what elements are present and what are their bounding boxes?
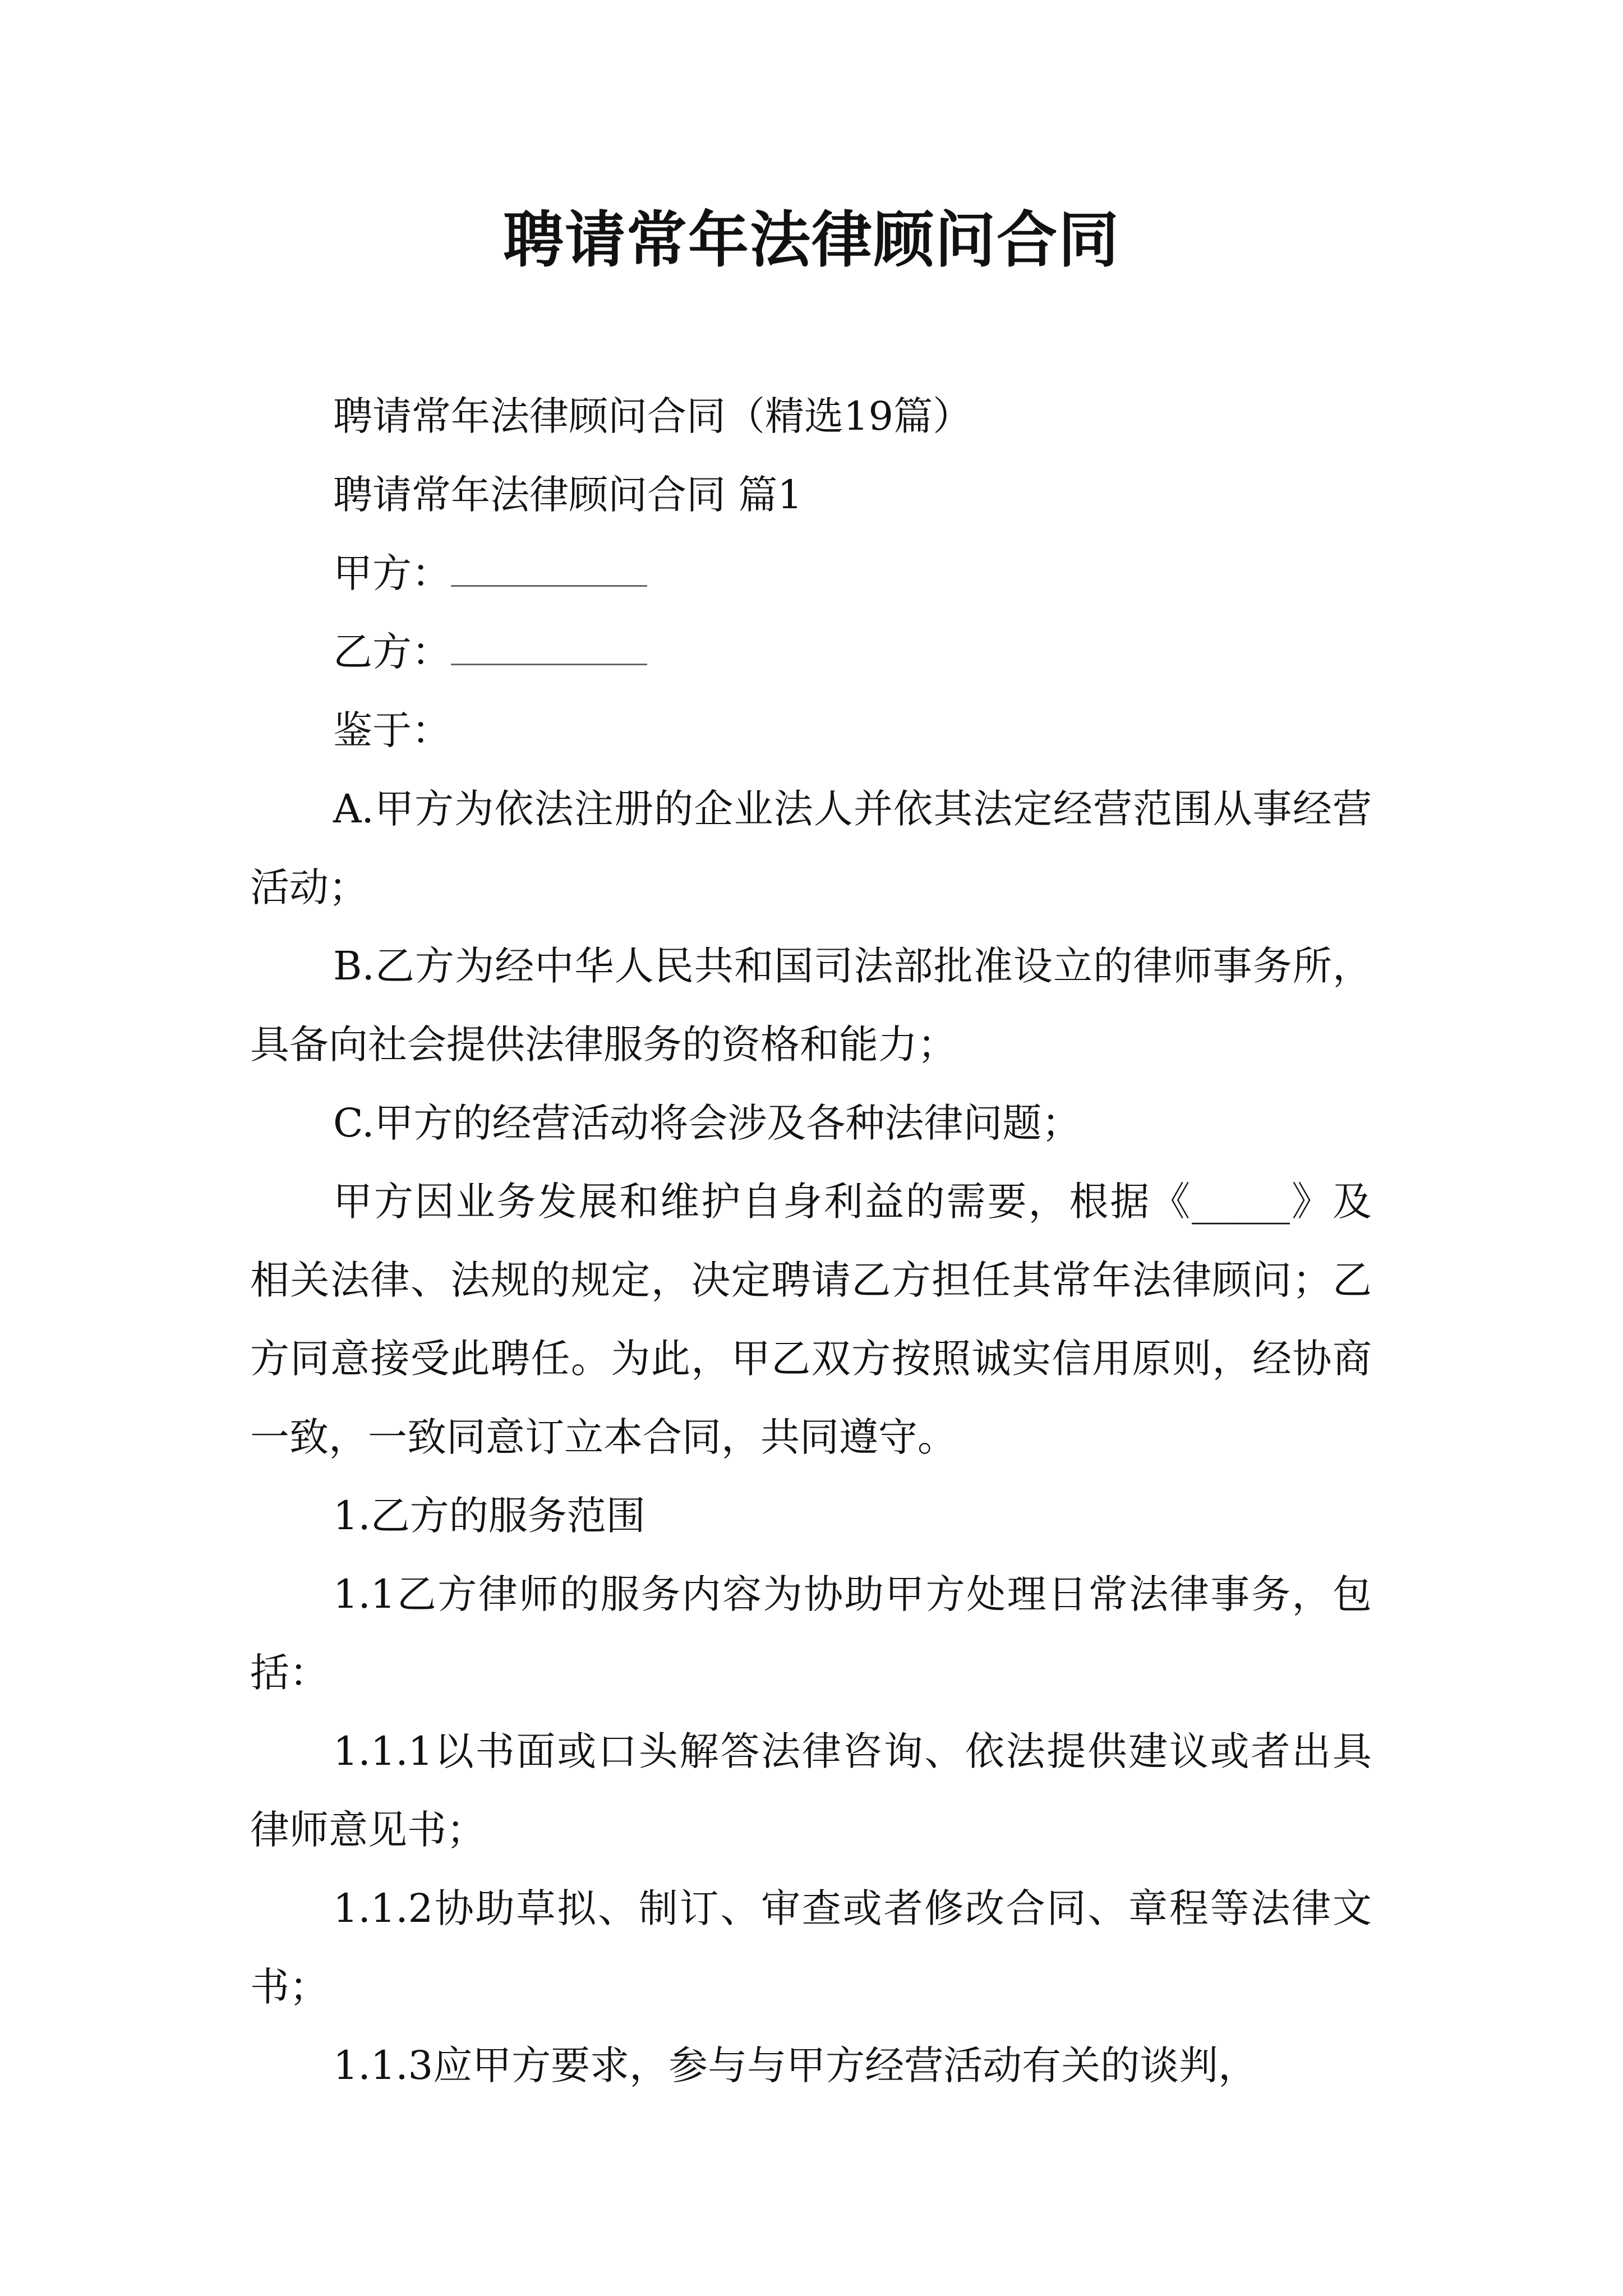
party-b-line [250, 613, 1372, 691]
paragraph-1-1-1: 1.1.1以书面或口头解答法律咨询、依法提供建议或者出具律师意见书； [250, 1728, 1372, 1853]
paragraph-1-1-2: 1.1.2协助草拟、制订、审查或者修改合同、章程等法律文书； [250, 1885, 1372, 2010]
party-b-blank [451, 627, 647, 665]
document-title: 聘请常年法律顾问合同 [502, 205, 1120, 275]
paragraph-purpose: 甲方因业务发展和维护自身利益的需要，根据《_____》及相关法律、法规的规定，决定聘请乙方担任其常年法律顾问；乙方同意接受此聘任。为此，甲乙双方按照诚实信用原则，经协商一致，一致同意订立本合同，共同遵守。 [250, 1179, 1372, 1460]
party-a-label: 甲方： [333, 550, 451, 596]
paragraph-clause-c: C.甲方的经营活动将会涉及各种法律问题； [333, 1100, 1081, 1146]
paragraph-subtitle: 聘请常年法律顾问合同（精选19篇） [333, 393, 972, 439]
paragraph-clause-b: B.乙方为经中华人民共和国司法部批准设立的律师事务所，具备向社会提供法律服务的资格和能力； [250, 943, 1372, 1068]
paragraph-1-1-3: 1.1.3应甲方要求，参与与甲方经营活动有关的谈判， [333, 2042, 1258, 2088]
party-a-blank [451, 548, 647, 587]
paragraph-service-scope: 1.乙方的服务范围 [333, 1493, 645, 1539]
paragraph-1-1: 1.1乙方律师的服务内容为协助甲方处理日常法律事务，包括： [250, 1571, 1372, 1696]
party-a-line [250, 534, 1372, 613]
paragraph-clause-a: A.甲方为依法注册的企业法人并依其法定经营范围从事经营活动； [250, 786, 1372, 910]
paragraph-section-heading: 聘请常年法律顾问合同 篇1 [333, 472, 803, 518]
paragraph-whereas: 鉴于： [333, 707, 451, 753]
party-b-label: 乙方： [333, 629, 451, 675]
document-body [250, 377, 1372, 2105]
